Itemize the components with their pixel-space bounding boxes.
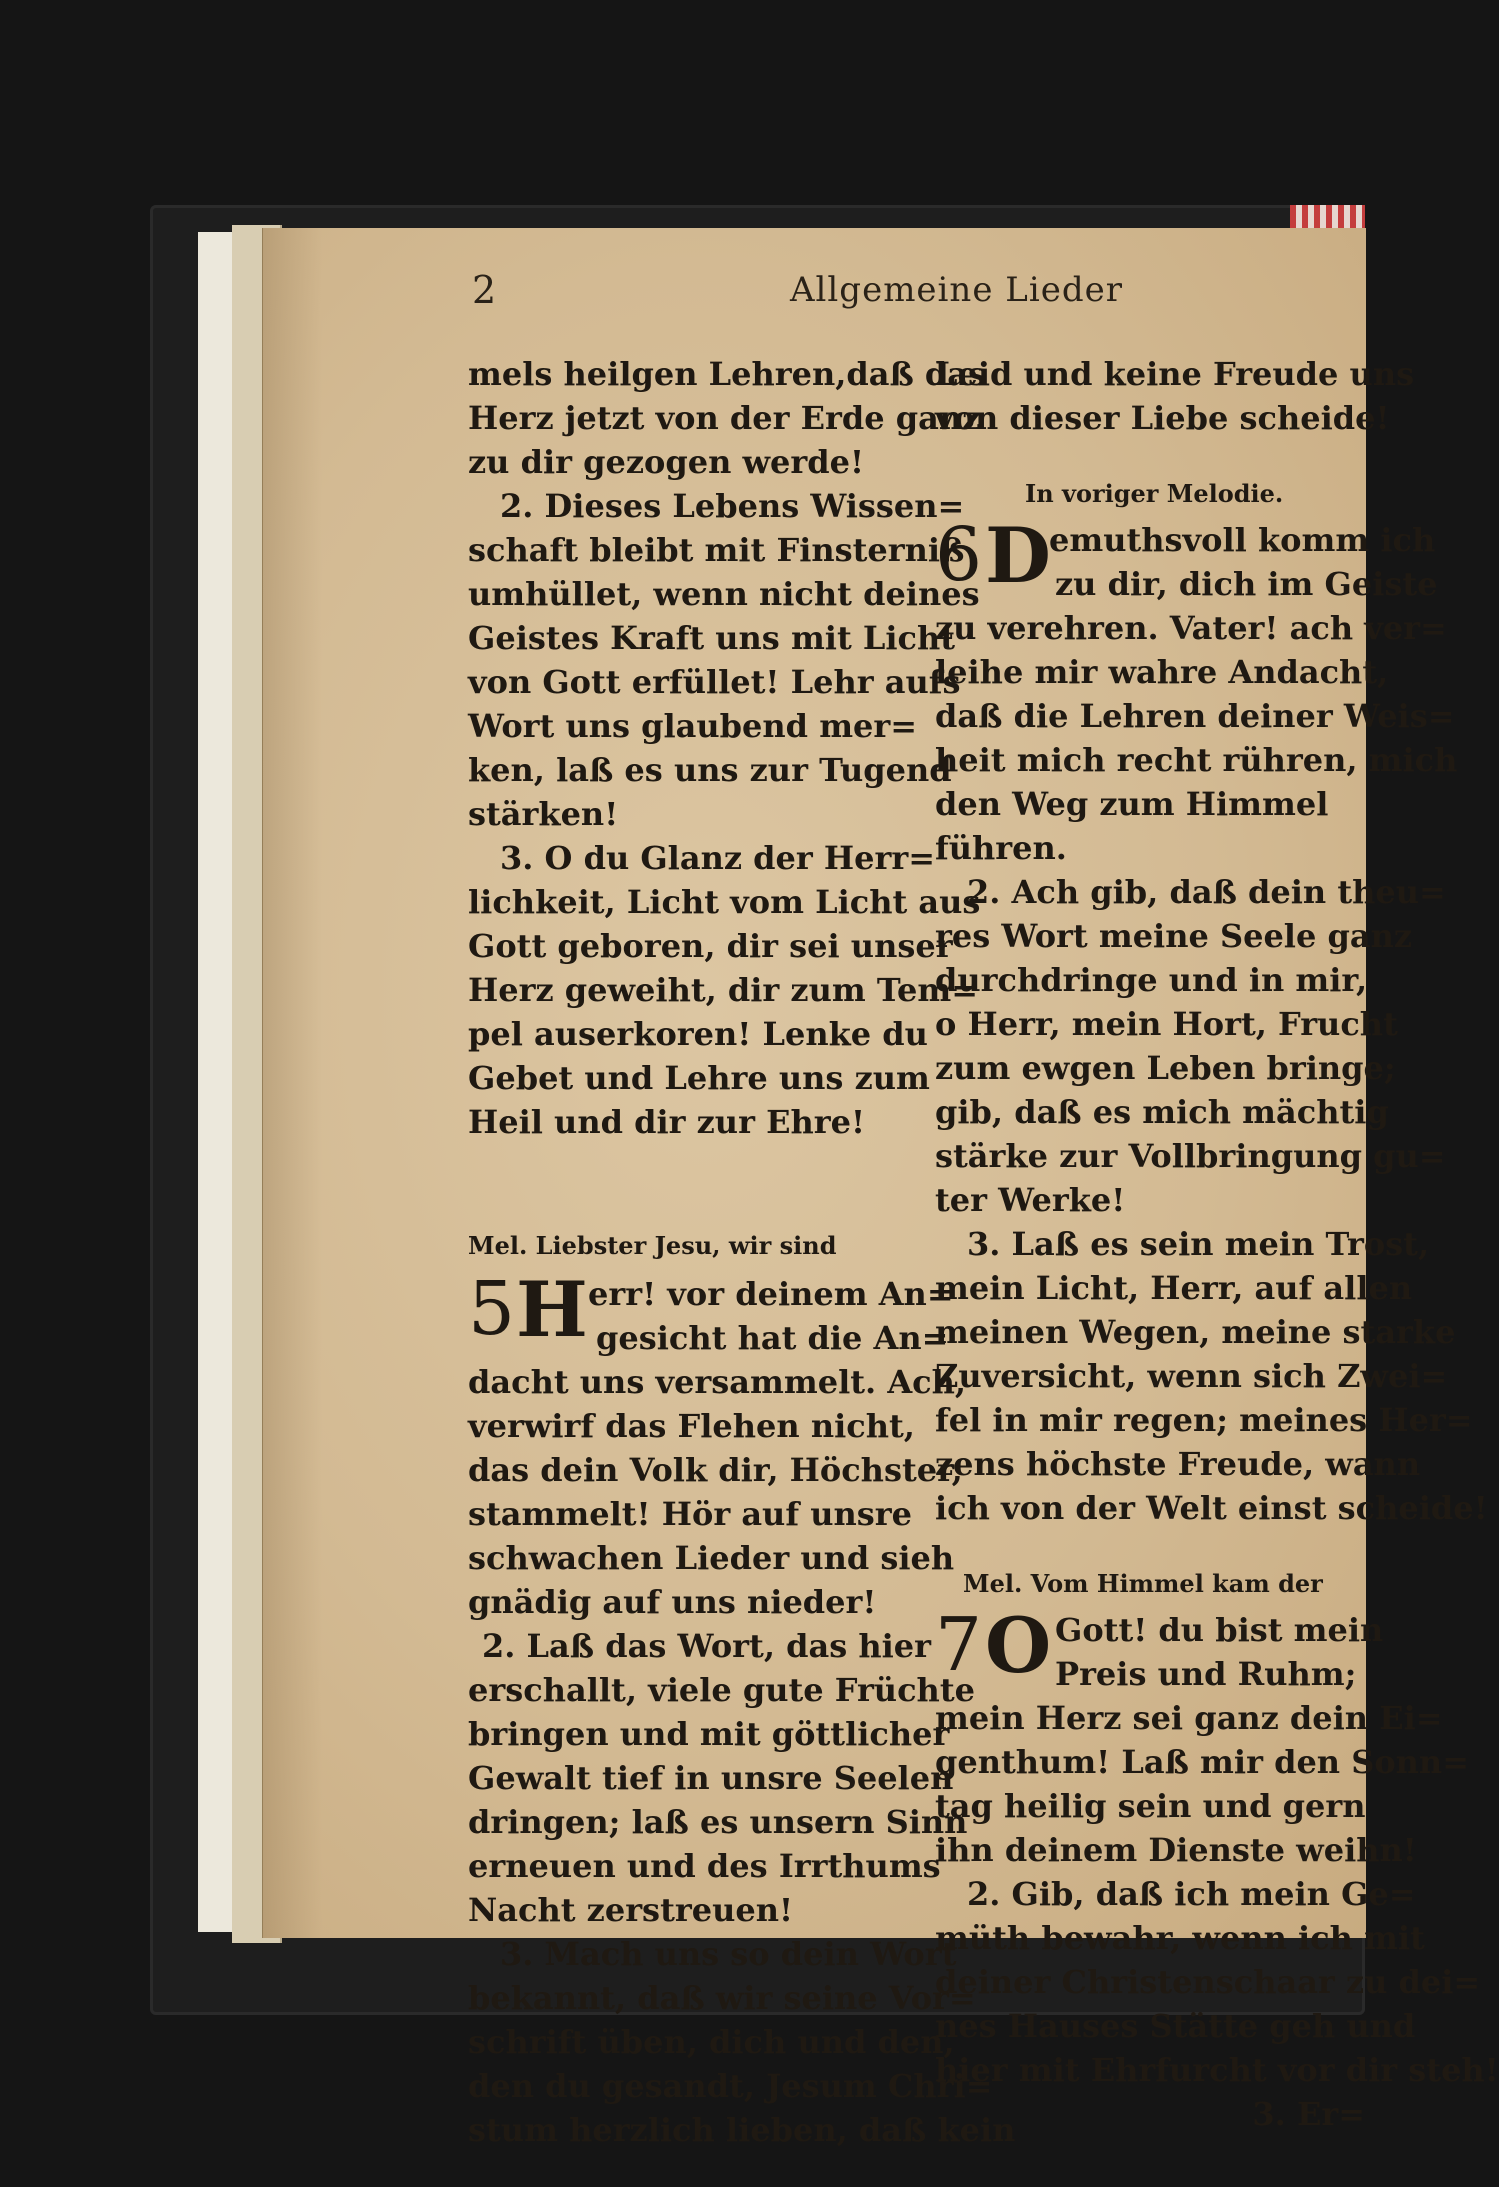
initial-capital: D: [985, 511, 1051, 600]
text-line: gib, daß es mich mächtig: [935, 1093, 1389, 1131]
text-line: leihe mir wahre Andacht,: [935, 653, 1389, 691]
hymn-number: 5: [468, 1266, 516, 1352]
text-line: schrift üben, dich und den,: [468, 2023, 955, 2061]
text-line: 2. Gib, daß ich mein Ge=: [967, 1875, 1416, 1913]
text-line: err! vor deinem An=: [588, 1275, 954, 1313]
text-line: erneuen und des Irrthums: [468, 1847, 941, 1885]
text-line: 3. Mach uns so dein Wort: [500, 1935, 957, 1973]
text-line: Nacht zerstreuen!: [468, 1891, 793, 1929]
catchword: 3. Er=: [1252, 2095, 1365, 2133]
text-line: schwachen Lieder und sieh: [468, 1539, 955, 1577]
text-line: mels heilgen Lehren,daß das: [468, 355, 987, 393]
text-line: bringen und mit göttlicher: [468, 1715, 950, 1753]
right-column: [935, 352, 1499, 2136]
text-line: ken, laß es uns zur Tugend: [468, 751, 952, 789]
text-line: gnädig auf uns nieder!: [468, 1583, 877, 1621]
text-line: 2. Laß das Wort, das hier: [482, 1627, 931, 1665]
text-line: 3. O du Glanz der Herr=: [500, 839, 935, 877]
text-line: o Herr, mein Hort, Frucht: [935, 1005, 1398, 1043]
text-line: zum ewgen Leben bringe;: [935, 1049, 1396, 1087]
text-line: Preis und Ruhm;: [1055, 1655, 1357, 1693]
text-line: von Gott erfüllet! Lehr aufs: [468, 663, 961, 701]
text-line: Gebet und Lehre uns zum: [468, 1059, 930, 1097]
text-line: 2. Dieses Lebens Wissen=: [500, 487, 965, 525]
text-line: stum herzlich lieben, daß kein: [468, 2111, 1016, 2149]
text-line: zens höchste Freude, wann: [935, 1445, 1421, 1483]
text-line: erschallt, viele gute Früchte: [468, 1671, 975, 1709]
hymn-number: 7: [935, 1602, 983, 1688]
text-line: durchdringe und in mir,: [935, 961, 1368, 999]
page-number: 2: [472, 268, 497, 312]
text-line: Heil und dir zur Ehre!: [468, 1103, 865, 1141]
text-line: fel in mir regen; meines Her=: [935, 1401, 1473, 1439]
text-line: bekannt, daß wir seine Vor=: [468, 1979, 976, 2017]
text-line: den du gesandt, Jesum Chri=: [468, 2067, 993, 2105]
text-line: daß die Lehren deiner Weis=: [935, 697, 1455, 735]
hymn-heading: [935, 1601, 1384, 1696]
text-line: zu dir, dich im Geiste: [1055, 565, 1438, 603]
text-line: 3. Laß es sein mein Trost,: [967, 1225, 1430, 1263]
text-line: Geistes Kraft uns mit Licht: [468, 619, 956, 657]
running-title: Allgemeine Lieder: [790, 270, 1123, 310]
text-line: zu verehren. Vater! ach ver=: [935, 609, 1447, 647]
initial-capital: H: [516, 1265, 588, 1354]
text-line: stärke zur Vollbringung gu=: [935, 1137, 1446, 1175]
text-line: hier mit Ehrfurcht vor dir steh!: [935, 2051, 1499, 2089]
text-line: heit mich recht rühren, mich: [935, 741, 1458, 779]
text-line: Gott geboren, dir sei unser: [468, 927, 953, 965]
hymn-heading: [468, 1265, 954, 1360]
text-line: nes Hauses Stätte geh und: [935, 2007, 1416, 2045]
text-line: deiner Christenschaar zu dei=: [935, 1963, 1481, 2001]
text-line: dringen; laß es unsern Sinn: [468, 1803, 968, 1841]
text-line: zu dir gezogen werde!: [468, 443, 865, 481]
text-line: dacht uns versammelt. Ach,: [468, 1363, 967, 1401]
text-line: den Weg zum Himmel: [935, 785, 1329, 823]
text-line: pel auserkoren! Lenke du: [468, 1015, 928, 1053]
text-line: ihn deinem Dienste weihn!: [935, 1831, 1417, 1869]
text-line: stärken!: [468, 795, 619, 833]
text-line: mein Licht, Herr, auf allen: [935, 1269, 1413, 1307]
text-line: verwirf das Flehen nicht,: [468, 1407, 915, 1445]
hymn-melody: Mel. Vom Himmel kam der: [963, 1569, 1323, 1598]
text-line: Gewalt tief in unsre Seelen: [468, 1759, 954, 1797]
text-line: führen.: [935, 829, 1067, 867]
text-line: genthum! Laß mir den Sonn=: [935, 1743, 1469, 1781]
text-line: emuthsvoll komm ich: [1049, 521, 1436, 559]
text-line: Leid und keine Freude uns: [935, 355, 1415, 393]
text-line: umhüllet, wenn nicht deines: [468, 575, 980, 613]
text-line: müth bewahr, wenn ich mit: [935, 1919, 1425, 1957]
hymn-number: 6: [935, 512, 983, 598]
text-line: tag heilig sein und gern: [935, 1787, 1366, 1825]
text-line: Zuversicht, wenn sich Zwei=: [935, 1357, 1448, 1395]
text-line: ich von der Welt einst scheide!: [935, 1489, 1488, 1527]
hymn-melody: In voriger Melodie.: [1025, 479, 1284, 508]
text-line: schaft bleibt mit Finsterniß: [468, 531, 965, 569]
text-line: res Wort meine Seele ganz: [935, 917, 1412, 955]
text-line: lichkeit, Licht vom Licht aus: [468, 883, 981, 921]
text-line: Herz geweiht, dir zum Tem=: [468, 971, 979, 1009]
text-line: das dein Volk dir, Höchster,: [468, 1451, 963, 1489]
text-line: Gott! du bist mein: [1055, 1611, 1384, 1649]
text-line: Wort uns glaubend mer=: [468, 707, 918, 745]
text-line: mein Herz sei ganz dein Ei=: [935, 1699, 1443, 1737]
text-line: Herz jetzt von der Erde ganz: [468, 399, 981, 437]
hymn-melody: Mel. Liebster Jesu, wir sind: [468, 1231, 837, 1260]
hymn-heading: [935, 511, 1438, 606]
text-line: stammelt! Hör auf unsre: [468, 1495, 912, 1533]
text-line: 2. Ach gib, daß dein theu=: [967, 873, 1446, 911]
text-line: meinen Wegen, meine starke: [935, 1313, 1456, 1351]
page-gutter-shadow: [262, 228, 322, 1938]
text-line: gesicht hat die An=: [596, 1319, 949, 1357]
initial-capital: O: [985, 1601, 1052, 1690]
text-line: ter Werke!: [935, 1181, 1126, 1219]
text-line: von dieser Liebe scheide!: [935, 399, 1390, 437]
